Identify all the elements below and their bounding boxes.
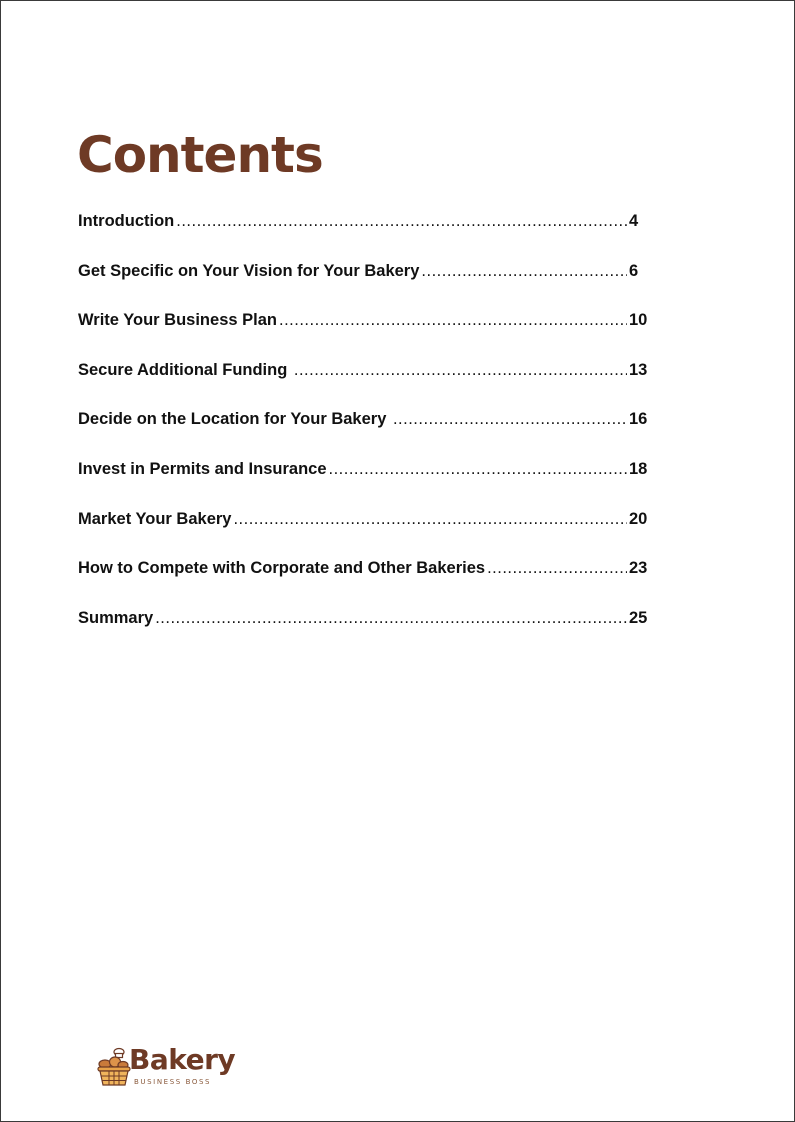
toc-entry-permits[interactable] [78,460,649,510]
toc-entry-funding[interactable] [78,361,649,411]
toc-page-number: 13 [629,360,648,379]
toc-entry-label: Get Specific on Your Vision for Your Bakery [78,261,420,280]
toc-dot-leader [233,510,627,529]
toc-page-number: 25 [629,608,648,627]
toc-entry-introduction[interactable] [78,212,649,262]
toc-page-number: 10 [629,311,648,330]
page-title: Contents [77,126,323,184]
toc-entry-label: Write Your Business Plan [78,311,277,330]
toc-dot-leader [279,311,627,330]
toc-dot-leader [421,262,627,281]
toc-entry-label: Summary [78,608,154,627]
table-of-contents [78,212,649,658]
toc-entry-vision[interactable] [78,262,649,312]
toc-dot-leader [155,609,627,628]
toc-entry-location[interactable] [78,410,649,460]
toc-dot-leader [487,559,627,578]
toc-entry-label: Introduction [78,212,175,230]
toc-entry-label: Invest in Permits and Insurance [78,459,327,478]
toc-entry-label: Market Your Bakery [78,509,232,528]
toc-page-number: 4 [629,212,639,230]
logo-wordmark: Bakery [129,1043,236,1076]
logo-tagline: BUSINESS BOSS [134,1078,212,1086]
toc-dot-leader [329,460,628,479]
toc-entry-marketing[interactable] [78,510,649,560]
toc-entry-summary[interactable] [78,609,649,659]
toc-entry-compete[interactable] [78,559,649,609]
toc-dot-leader [294,361,627,380]
toc-dot-leader [393,410,627,429]
bakery-business-boss-logo [96,1041,236,1093]
toc-entry-label: How to Compete with Corporate and Other Bakeries [78,559,486,578]
toc-entry-label: Decide on the Location for Your Bakery [78,410,391,429]
toc-page-number: 18 [629,459,648,478]
toc-dot-leader [176,212,627,231]
toc-entry-business-plan[interactable] [78,311,649,361]
toc-entry-label: Secure Additional Funding [78,360,292,379]
toc-page-number: 20 [629,509,648,528]
bread-basket-icon [96,1047,132,1087]
toc-page-number: 6 [629,261,639,280]
toc-page-number: 23 [629,559,648,578]
toc-page-number: 16 [629,410,648,429]
